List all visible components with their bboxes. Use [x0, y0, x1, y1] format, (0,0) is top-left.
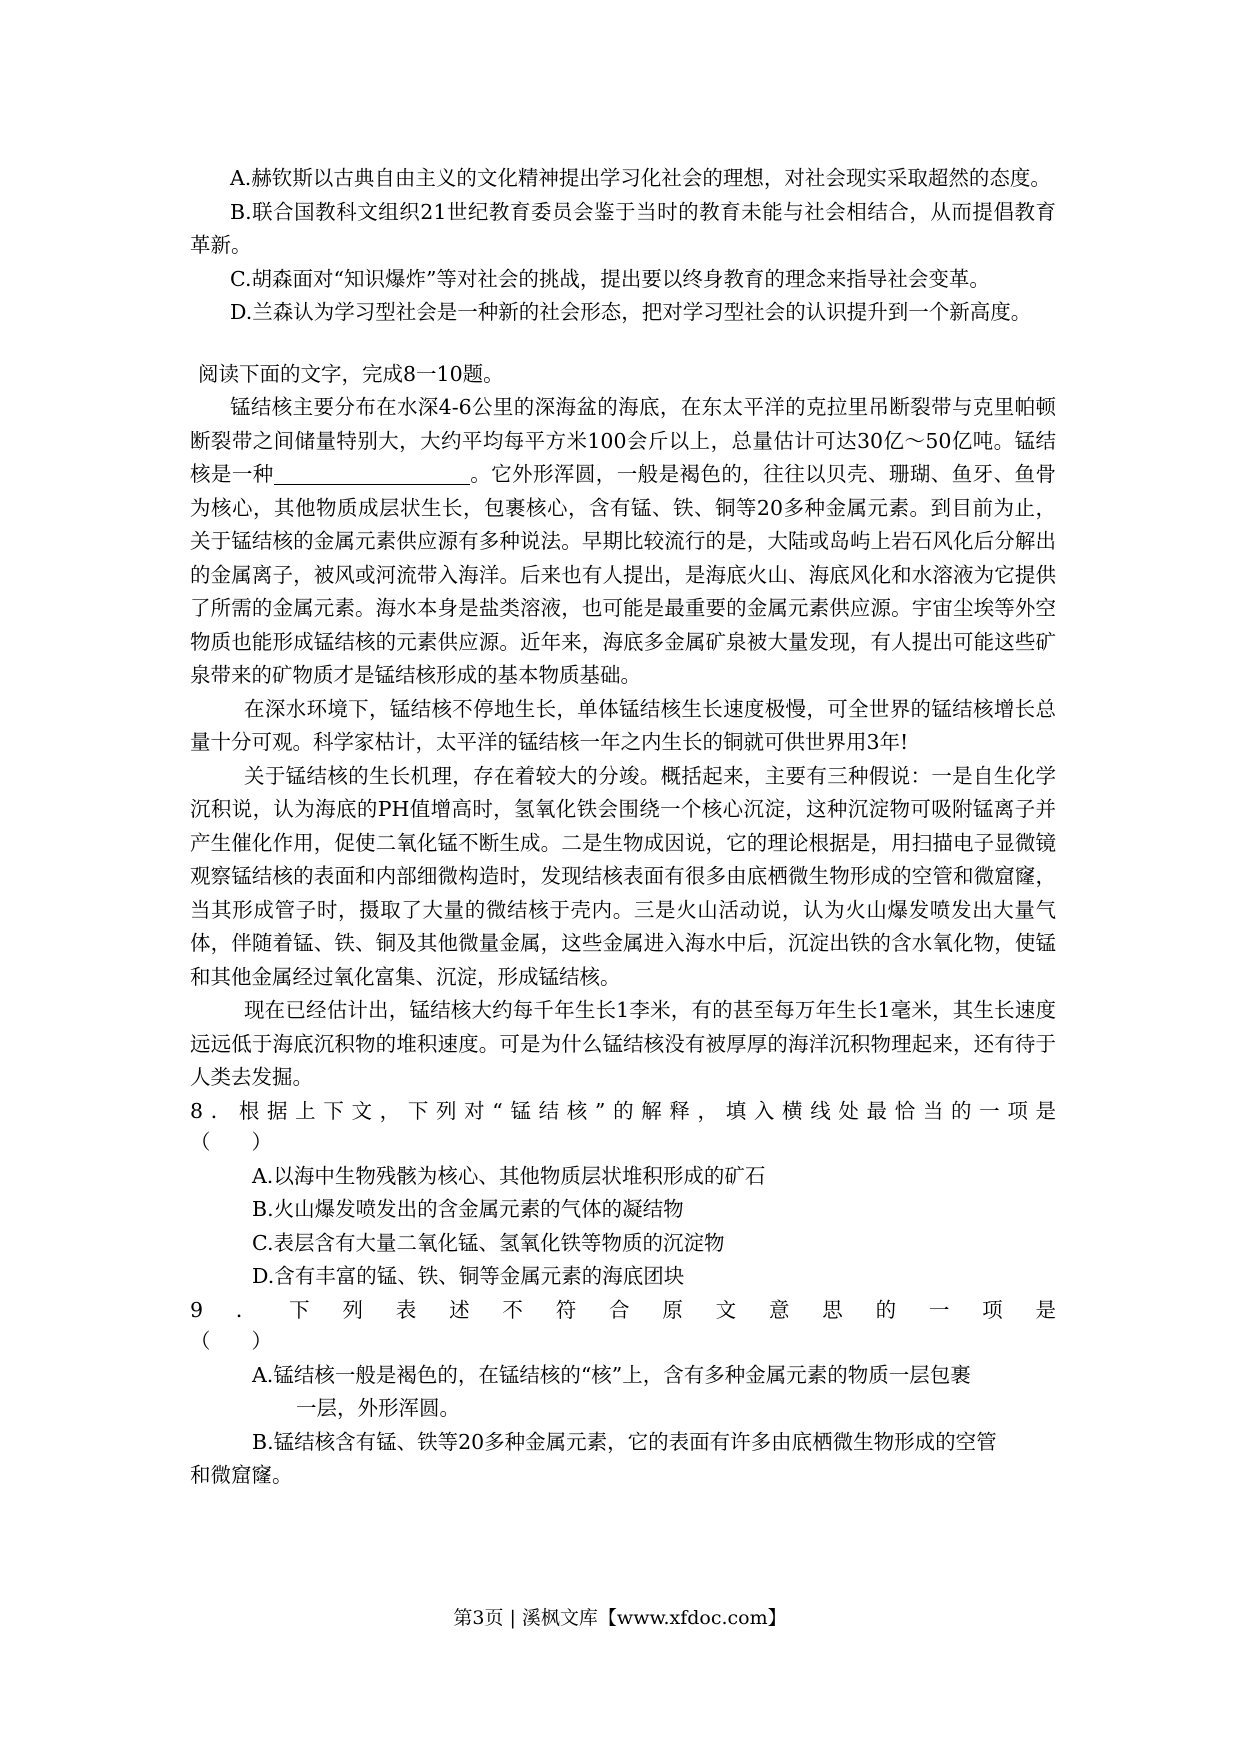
passage-paragraph-3: 关于锰结核的生长机理，存在着较大的分竣。概括起来，主要有三种假说：一是自生化学沉积说，认为海底的PH值增高时，氢氧化铁会围绕一个核心沉淀，这种沉淀物可吸附锰离子并产生催化作用，促使二氧化锰不断生成。二是生物成因说，它的理论根据是，用扫描电子显微镜观察锰结核的表面和内部细微构造时，发现结核表面有很多由底栖微生物形成的空管和微窟窿，当其形成管子时，摄取了大量的微结核于壳内。三是火山活动说，认为火山爆发喷发出大量气体，伴随着锰、铁、铜及其他微量金属，这些金属进入海水中后，沉淀出铁的含水氧化物，使锰和其他金属经过氧化富集、沉淀，形成锰结核。: [190, 763, 1056, 989]
question-8-option-a: A.以海中生物残骸为核心、其他物质层状堆积形成的矿石: [252, 1163, 766, 1188]
page-content: [190, 162, 1056, 1493]
prev-option-a: A.赫钦斯以古典自由主义的文化精神提出学习化社会的理想，对社会现实采取超然的态度。: [230, 166, 1051, 190]
question-8-option-d: D.含有丰富的锰、铁、铜等金属元素的海底团块: [252, 1264, 685, 1288]
question-9-stem: 9．下列表述不符合原文意思的一项是: [190, 1297, 1056, 1322]
passage-paragraph-2: 在深水环境下，锰结核不停地生长，单体锰结核生长速度极慢，可全世界的锰结核增长总量十分可观。科学家枯计，太平洋的锰结核一年之内生长的铜就可供世界用3年!: [190, 696, 1056, 754]
question-9-answer-paren: （ ）: [190, 1329, 272, 1353]
passage-paragraph-4: 现在已经估计出，锰结核大约每千年生长1李米，有的甚至每万年生长1毫米，其生长速度远远低于海底沉积物的堆积速度。可是为什么锰结核没有被厚厚的海洋沉积物理起来，还有待于人类去发掘。: [190, 998, 1056, 1089]
question-9-option-a-line2: 一层，外形浑圆。: [296, 1396, 460, 1420]
prev-option-d: D.兰森认为学习型社会是一种新的社会形态，把对学习型社会的认识提升到一个新高度。: [230, 300, 1032, 324]
passage-paragraph-1: [190, 391, 1056, 693]
passage-p1-text-b: 。它外形浑圆，一般是褐色的，往往以贝壳、珊瑚、鱼牙、鱼骨为核心，其他物质成层状生长，包裹核心，含有锰、铁、铜等20多种金属元素。到目前为止，关于锰结核的金属元素供应源有多种说法。早期比较流行的是，大陆或岛屿上岩石风化后分解出的金属离子，被风或河流带入海洋。后来也有人提出，是海底火山、海底风化和水溶液为它提供了所需的金属元素。海水本身是盐类溶液，也可能是最重要的金属元素供应源。宇宙尘埃等外空物质也能形成锰结核的元素供应源。近年来，海底多金属矿泉被大量发现，有人提出可能这些矿泉带来的矿物质才是锰结核形成的基本物质基础。: [190, 462, 1056, 687]
question-9-option-b-line2: 和微窟窿。: [190, 1463, 293, 1487]
page-footer: 第3页 | 溪枫文库【www.xfdoc.com】: [453, 1607, 787, 1629]
prev-option-c: C.胡森面对“知识爆炸”等对社会的挑战，提出要以终身教育的理念来指导社会变革。: [230, 266, 990, 291]
passage-p1-text-a: 锰结核主要分布在水深4-6公里的深海盆的海底，在东太平洋的克拉里吊断裂带与克里帕顿断裂带之间储量特别大，大约平均每平方米100会斤以上，总量估计可达30亿～50亿吨。锰结核是一种: [190, 395, 1056, 486]
question-9-option-b-line1: B.锰结核含有锰、铁等20多种金属元素，它的表面有许多由底栖微生物形成的空管: [252, 1429, 997, 1454]
question-9-option-b: [190, 1426, 1056, 1493]
question-9-option-a-line1: A.锰结核一般是褐色的，在锰结核的“核”上，含有多种金属元素的物质一层包裹: [252, 1362, 971, 1387]
question-8-option-b: B.火山爆发喷发出的含金属元素的气体的凝结物: [252, 1197, 684, 1221]
question-8-answer-paren: （ ）: [190, 1130, 272, 1154]
spacer: [190, 330, 1056, 358]
question-9-option-a: [190, 1359, 1056, 1426]
reading-instruction: 阅读下面的文字，完成8一10题。: [198, 361, 504, 386]
question-8-option-c: C.表层含有大量二氧化锰、氢氧化铁等物质的沉淀物: [252, 1230, 725, 1255]
question-8-stem: 8．根据上下文，下列对“锰结核”的解释，填入横线处最恰当的一项是: [190, 1098, 1056, 1123]
fill-blank-line: [274, 462, 470, 485]
prev-option-b: B.联合国教科文组织21世纪教育委员会鉴于当时的教育未能与社会相结合，从而提倡教育革新。: [190, 199, 1056, 257]
